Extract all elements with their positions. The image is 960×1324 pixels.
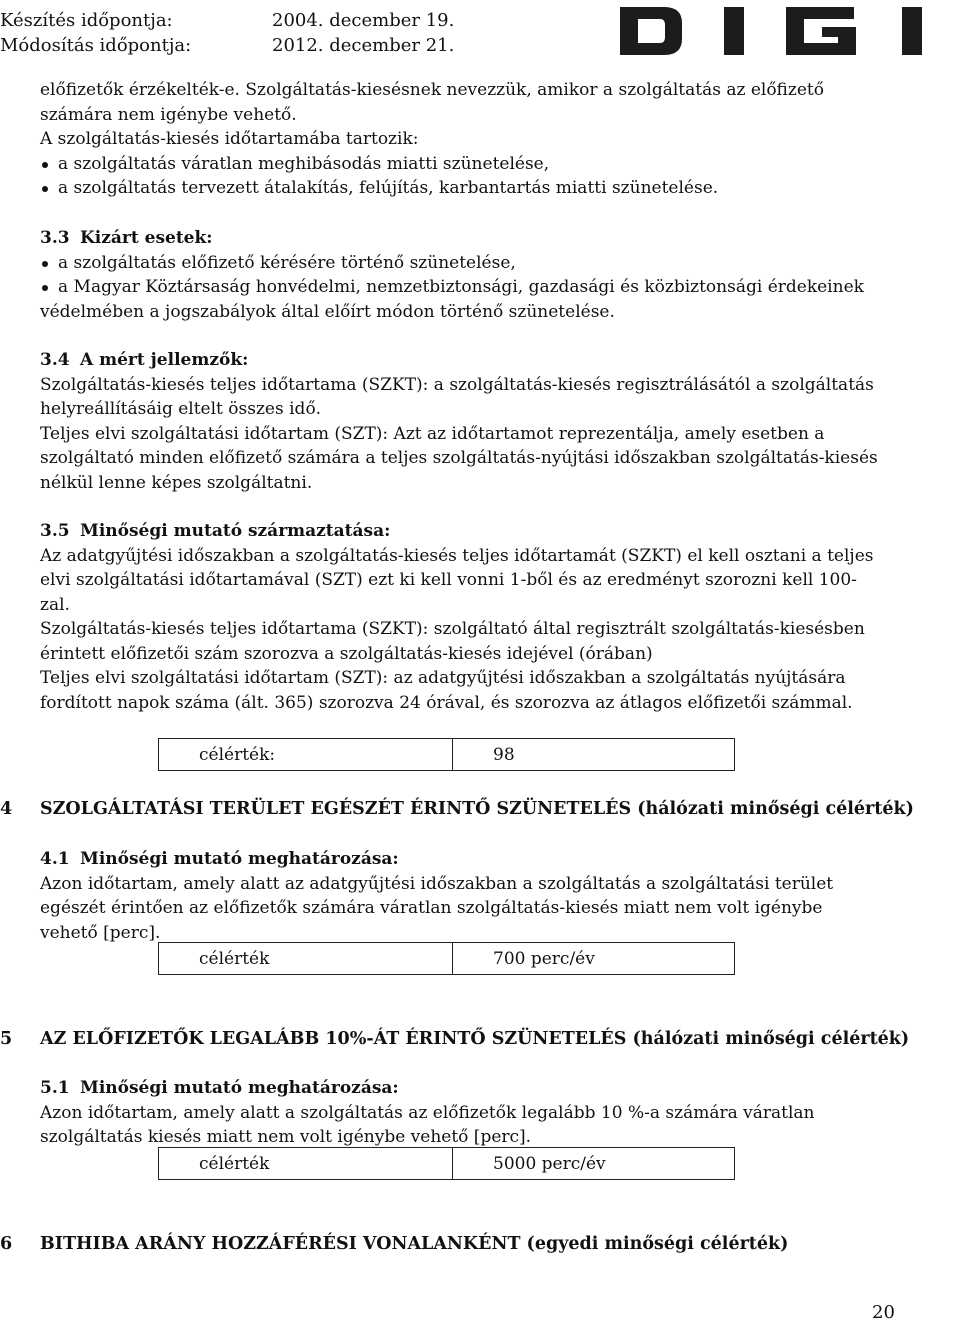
created-label: Készítés időpontja:: [0, 10, 173, 31]
target-value: 700 perc/év: [493, 949, 595, 969]
section-title: SZOLGÁLTATÁSI TERÜLET EGÉSZÉT ÉRINTŐ SZÜNETELÉS (hálózati minőségi célérték): [40, 799, 914, 819]
list-item-continuation: védelmében a jogszabályok által előírt módon történő szünetelése.: [40, 301, 615, 322]
target-label-cell: [159, 943, 453, 974]
section-title: Minőségi mutató meghatározása:: [80, 849, 399, 869]
list-item-line: a Magyar Köztársaság honvédelmi, nemzetbiztonsági, gazdasági és közbiztonsági érdekeinek: [58, 277, 864, 297]
section-4-1: [40, 847, 894, 945]
body-line: Azon időtartam, amely alatt az adatgyűjtési időszakban a szolgáltatás a szolgáltatási terület: [40, 873, 834, 894]
section-number: 3.5: [40, 521, 70, 541]
body-line: fordított napok száma (ált. 365) szorozva 24 órával, és szorozva az átlagos előfizetői számmal.: [40, 692, 853, 713]
body-line: Azon időtartam, amely alatt a szolgáltatás az előfizetők legalább 10 %-a számára váratlan: [40, 1102, 815, 1123]
section-3-5-heading: [40, 519, 894, 544]
section-title: Minőségi mutató származtatása:: [80, 521, 391, 541]
section-number: 5.1: [40, 1078, 70, 1098]
body-line: Szolgáltatás-kiesés teljes időtartama (SZKT): a szolgáltatás-kiesés regisztrálásától a szolgáltatás: [40, 374, 874, 395]
body-line: Teljes elvi szolgáltatási időtartam (SZT): Azt az időtartamot reprezentálja, amely esetben a: [40, 423, 825, 444]
body-line: Teljes elvi szolgáltatási időtartam (SZT): az adatgyűjtési időszakban a szolgáltatás nyújtására: [40, 668, 846, 688]
target-label-cell: [159, 1148, 453, 1179]
body-line: zal.: [40, 594, 70, 615]
section-title: Kizárt esetek:: [80, 228, 213, 248]
list-item: a szolgáltatás váratlan meghibásodás miatti szünetelése,: [40, 152, 894, 177]
section-number: 3.4: [40, 350, 70, 370]
section-3-5: [40, 519, 894, 715]
modified-label: Módosítás időpontja:: [0, 35, 192, 56]
section-number: 6: [0, 1234, 13, 1254]
target-label: célérték: [199, 1154, 270, 1174]
modified-value: 2012. december 21.: [272, 35, 455, 56]
intro-line: számára nem igénybe vehető.: [40, 104, 297, 125]
body-line: érintett előfizetői szám szorozva a szolgáltatás-kiesés idejével (órában): [40, 643, 653, 664]
body-line: szolgáltatás kiesés miatt nem volt igénybe vehető [perc].: [40, 1127, 532, 1147]
list-item: [40, 275, 894, 300]
intro-paragraph: [40, 78, 894, 201]
section-number: 4.1: [40, 849, 70, 869]
excluded-cases-list: [40, 251, 894, 300]
section-number: 4: [0, 799, 13, 819]
section-5-1: [40, 1076, 894, 1150]
digi-logo: [618, 3, 960, 59]
body-line: helyreállításáig eltelt összes idő.: [40, 399, 322, 419]
section-title: A mért jellemzők:: [80, 350, 249, 370]
body-line: Szolgáltatás-kiesés teljes időtartama (SZKT): szolgáltató által regisztrált szolgáltatás-kiesésben: [40, 619, 865, 639]
body-line: elvi szolgáltatási időtartamával (SZT) ezt ki kell vonni 1-ből és az eredményt szorozni kell 100-: [40, 570, 857, 590]
section-title: AZ ELŐFIZETŐK LEGALÁBB 10%-ÁT ÉRINTŐ SZÜNETELÉS (hálózati minőségi célérték): [40, 1029, 910, 1049]
target-label: célérték: [199, 949, 270, 969]
page-number: 20: [872, 1302, 895, 1323]
section-4-1-heading: [40, 847, 894, 872]
target-label-cell: [159, 739, 453, 770]
intro-line: A szolgáltatás-kiesés időtartamába tartozik:: [40, 129, 419, 149]
section-5-1-heading: [40, 1076, 894, 1101]
body-line: egészét érintően az előfizetők számára váratlan szolgáltatás-kiesés miatt nem volt igénybe: [40, 898, 823, 918]
body-line: szolgáltató minden előfizető számára a teljes szolgáltatás-nyújtási időszakban szolgáltatás-kiesés: [40, 448, 878, 468]
section-number: 5: [0, 1029, 13, 1049]
intro-line: előfizetők érzékelték-e. Szolgáltatás-kiesésnek nevezzük, amikor a szolgáltatás az előfizető: [40, 80, 824, 100]
target-value: 98: [493, 745, 515, 765]
created-value: 2004. december 19.: [272, 10, 455, 31]
target-value-table: [158, 942, 735, 975]
list-item: a szolgáltatás tervezett átalakítás, felújítás, karbantartás miatti szünetelése.: [40, 176, 894, 201]
section-number: 3.3: [40, 228, 70, 248]
body-line: nélkül lenne képes szolgáltatni.: [40, 472, 313, 493]
section-title: BITHIBA ARÁNY HOZZÁFÉRÉSI VONALANKÉNT (egyedi minőségi célérték): [40, 1234, 789, 1254]
section-3-4-heading: [40, 348, 894, 373]
section-title: Minőségi mutató meghatározása:: [80, 1078, 399, 1098]
target-label: célérték:: [199, 745, 276, 765]
target-value-table: [158, 738, 735, 771]
list-item: a szolgáltatás előfizető kérésére történő szünetelése,: [40, 251, 894, 276]
target-value-table: [158, 1147, 735, 1180]
intro-bullet-list: [40, 152, 894, 201]
target-value: 5000 perc/év: [493, 1154, 606, 1174]
body-line: Az adatgyűjtési időszakban a szolgáltatás-kiesés teljes időtartamát (SZKT) el kell osztani a teljes: [40, 545, 874, 566]
body-line: vehető [perc].: [40, 922, 161, 943]
section-3-3-heading: [40, 226, 894, 251]
section-3-3: [40, 226, 894, 324]
section-3-4: [40, 348, 894, 495]
